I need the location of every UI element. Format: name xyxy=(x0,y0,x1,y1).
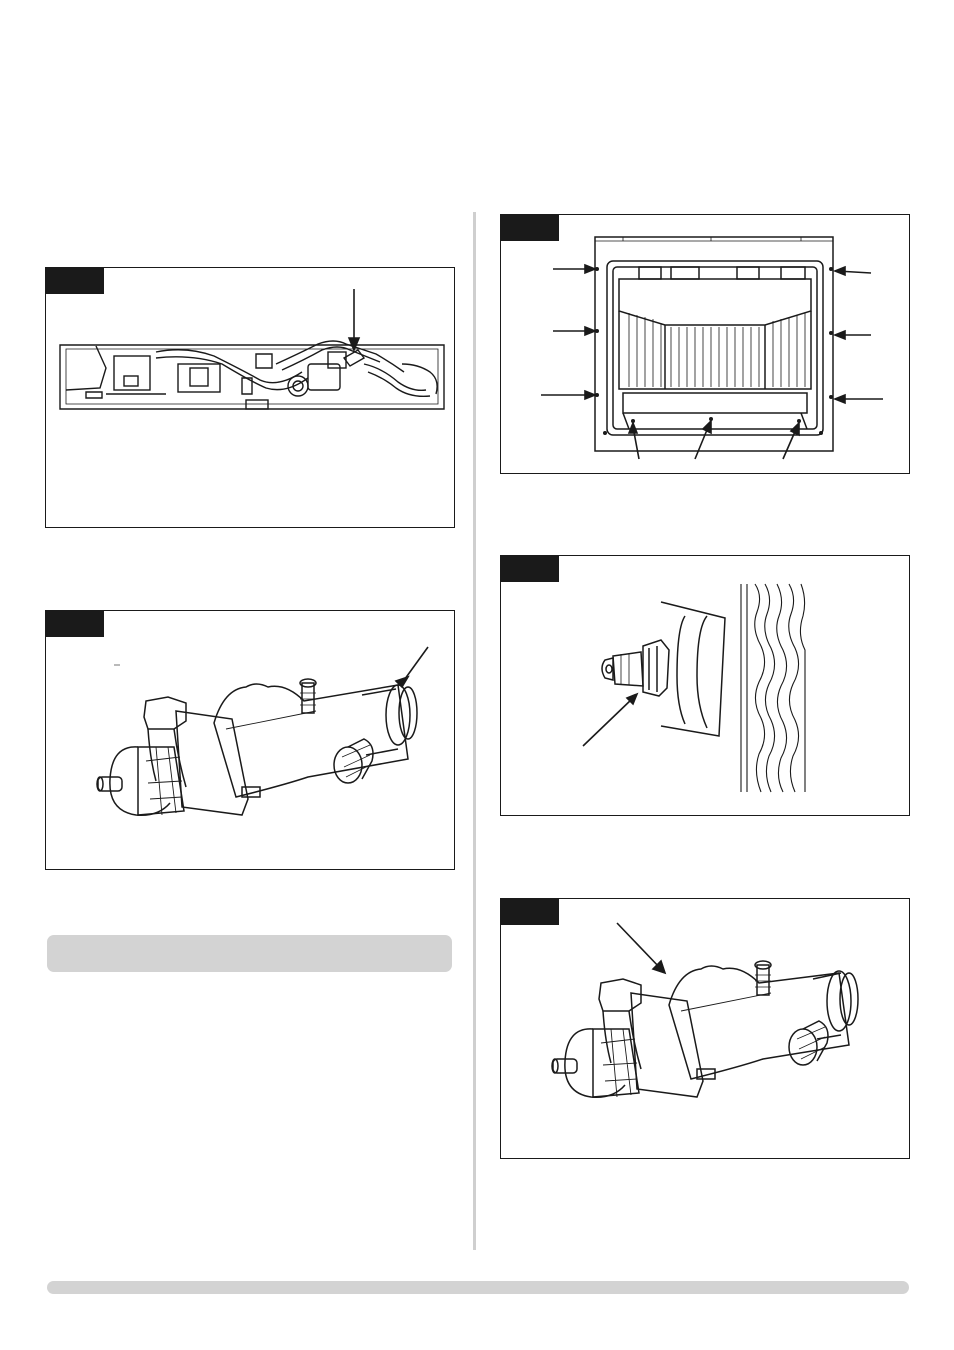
control-tray-illustration xyxy=(46,268,454,527)
figure-gas-valve-alt xyxy=(500,898,910,1159)
section-heading-bar xyxy=(47,935,452,972)
gas-valve-illustration xyxy=(46,611,454,869)
figure-firebox-front xyxy=(500,214,910,474)
orifice-fitting-illustration xyxy=(501,556,909,815)
figure-gas-valve xyxy=(45,610,455,870)
gas-valve-alt-illustration xyxy=(501,899,909,1158)
column-divider xyxy=(473,212,476,1250)
footer-bar xyxy=(47,1281,909,1294)
figure-orifice-fitting xyxy=(500,555,910,816)
figure-control-tray xyxy=(45,267,455,528)
firebox-front-illustration xyxy=(501,215,909,473)
